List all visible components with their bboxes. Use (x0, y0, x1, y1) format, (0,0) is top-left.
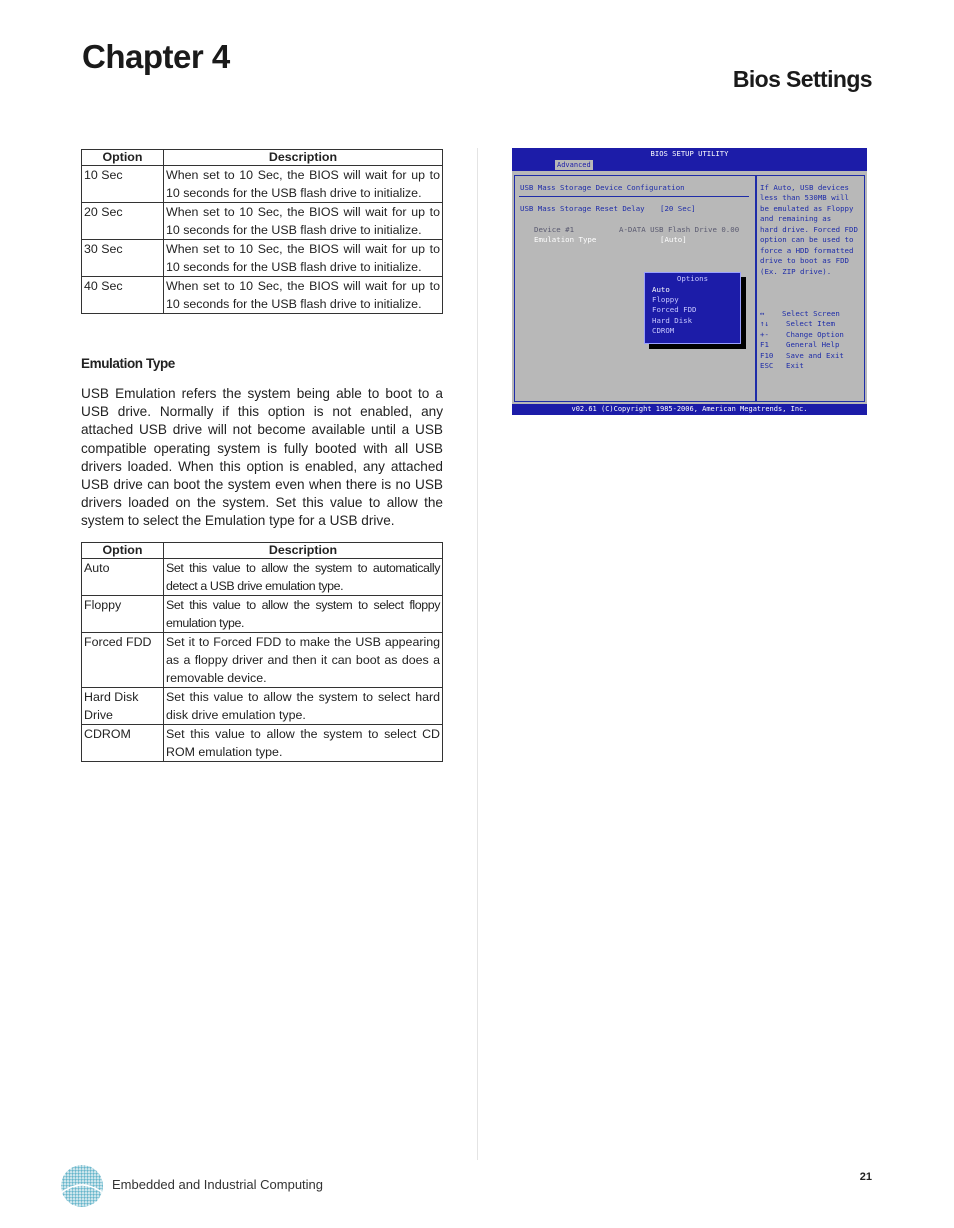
option-cell: Auto (82, 559, 164, 596)
bios-screenshot (512, 148, 867, 415)
bios-option-cdrom[interactable]: CDROM (652, 326, 675, 335)
emulation-type-heading: Emulation Type (81, 356, 175, 371)
bios-device-value: A-DATA USB Flash Drive 0.00 (619, 225, 740, 234)
description-cell: When set to 10 Sec, the BIOS will wait for up to 10 seconds for the USB flash drive to initialize. (164, 277, 443, 314)
description-cell: When set to 10 Sec, the BIOS will wait for up to 10 seconds for the USB flash drive to initialize. (164, 166, 443, 203)
section-title: Bios Settings (732, 66, 872, 92)
bios-reset-delay-value[interactable]: [20 Sec] (660, 204, 696, 213)
bios-key: ↔ (760, 309, 765, 318)
bios-help-panel (755, 175, 865, 402)
bios-key: ↑↓ (760, 319, 769, 328)
option-cell: 20 Sec (82, 203, 164, 240)
column-header-description: Description (164, 150, 443, 166)
bios-divider (519, 196, 749, 197)
bios-help-line: hard drive. Forced FDD (760, 225, 858, 234)
page-number: 21 (859, 1171, 872, 1183)
description-cell: Set this value to allow the system to select hard disk drive emulation type. (164, 688, 443, 725)
bios-key-action: General Help (786, 340, 840, 349)
description-cell: Set this value to allow the system to select floppy emulation type. (164, 596, 443, 633)
reset-delay-table (81, 149, 443, 314)
bios-option-floppy[interactable]: Floppy (652, 295, 679, 304)
table-row (82, 596, 443, 633)
bios-key-action: Exit (786, 361, 804, 370)
column-header-option: Option (82, 150, 164, 166)
table-header-row (82, 150, 443, 166)
bios-popup-title: Options (676, 274, 709, 283)
option-cell: 30 Sec (82, 240, 164, 277)
description-cell: Set this value to allow the system to select CD ROM emulation type. (164, 725, 443, 762)
table-row (82, 166, 443, 203)
bios-option-auto[interactable]: Auto (652, 285, 670, 294)
footer-company: Embedded and Industrial Computing (112, 1177, 324, 1192)
bios-help-line: and remaining as (760, 214, 832, 223)
option-cell: CDROM (82, 725, 164, 762)
table-row (82, 559, 443, 596)
description-cell: When set to 10 Sec, the BIOS will wait for up to 10 seconds for the USB flash drive to initialize. (164, 240, 443, 277)
bios-option-forced-fdd[interactable]: Forced FDD (652, 305, 697, 314)
table-row (82, 725, 443, 762)
table-row (82, 277, 443, 314)
bios-help-line: drive to boot as FDD (760, 256, 849, 265)
bios-reset-delay-label[interactable]: USB Mass Storage Reset Delay (520, 204, 645, 213)
bios-key: F1 (760, 340, 769, 349)
chapter-title: Chapter 4 (82, 38, 230, 75)
table-row (82, 203, 443, 240)
bios-help-line: force a HDD formatted (760, 246, 854, 255)
table-row (82, 240, 443, 277)
bios-section-title: USB Mass Storage Device Configuration (520, 183, 685, 192)
column-header-option: Option (82, 543, 164, 559)
bios-key: F10 (760, 351, 774, 360)
bios-emulation-value[interactable]: [Auto] (660, 235, 687, 244)
table-header-row (82, 543, 443, 559)
option-cell: Forced FDD (82, 633, 164, 688)
bios-key-action: Change Option (786, 330, 844, 339)
globe-logo-icon (59, 1163, 105, 1209)
table-row (82, 633, 443, 688)
bios-title-bar: BIOS SETUP UTILITY (512, 148, 867, 159)
bios-tab-advanced[interactable]: Advanced (557, 161, 591, 169)
bios-key: +- (760, 330, 769, 339)
bios-key-action: Select Item (786, 319, 835, 328)
column-divider (477, 148, 478, 1160)
option-cell: Hard Disk Drive (82, 688, 164, 725)
bios-footer-bar: v02.61 (C)Copyright 1985-2006, American Megatrends, Inc. (512, 404, 867, 415)
column-header-description: Description (164, 543, 443, 559)
bios-main-panel (514, 175, 757, 402)
bios-help-line: be emulated as Floppy (760, 204, 854, 213)
description-cell: When set to 10 Sec, the BIOS will wait for up to 10 seconds for the USB flash drive to initialize. (164, 203, 443, 240)
bios-device-label: Device #1 (534, 225, 575, 234)
bios-help-line: option can be used to (760, 235, 854, 244)
option-cell: 10 Sec (82, 166, 164, 203)
option-cell: Floppy (82, 596, 164, 633)
description-cell: Set this value to allow the system to automatically detect a USB drive emulation type. (164, 559, 443, 596)
emulation-paragraph: USB Emulation refers the system being able to boot to a USB drive. Normally if this option is not enabled, any attached USB drive will not become available until a USB compatible operating system is fully booted with all USB drivers loaded. When this option is enabled, any attached USB drive can boot the system even when there is no USB drivers loaded on the system. Set this value to allow the system to select the Emulation type for a USB drive. (81, 386, 443, 529)
description-cell: Set it to Forced FDD to make the USB appearing as a floppy driver and then it can boot as does a removable device. (164, 633, 443, 688)
bios-options-popup (644, 272, 741, 344)
bios-tab-bar (512, 159, 867, 171)
bios-help-line: If Auto, USB devices (760, 183, 849, 192)
bios-key-action: Select Screen (782, 309, 840, 318)
table-row (82, 688, 443, 725)
bios-help-line: (Ex. ZIP drive). (760, 267, 832, 276)
bios-key-action: Save and Exit (786, 351, 844, 360)
bios-option-hard-disk[interactable]: Hard Disk (652, 316, 693, 325)
option-cell: 40 Sec (82, 277, 164, 314)
bios-help-line: less than 530MB will (760, 193, 849, 202)
bios-key: ESC (760, 361, 774, 370)
emulation-type-table (81, 542, 443, 762)
bios-emulation-label[interactable]: Emulation Type (534, 235, 597, 244)
